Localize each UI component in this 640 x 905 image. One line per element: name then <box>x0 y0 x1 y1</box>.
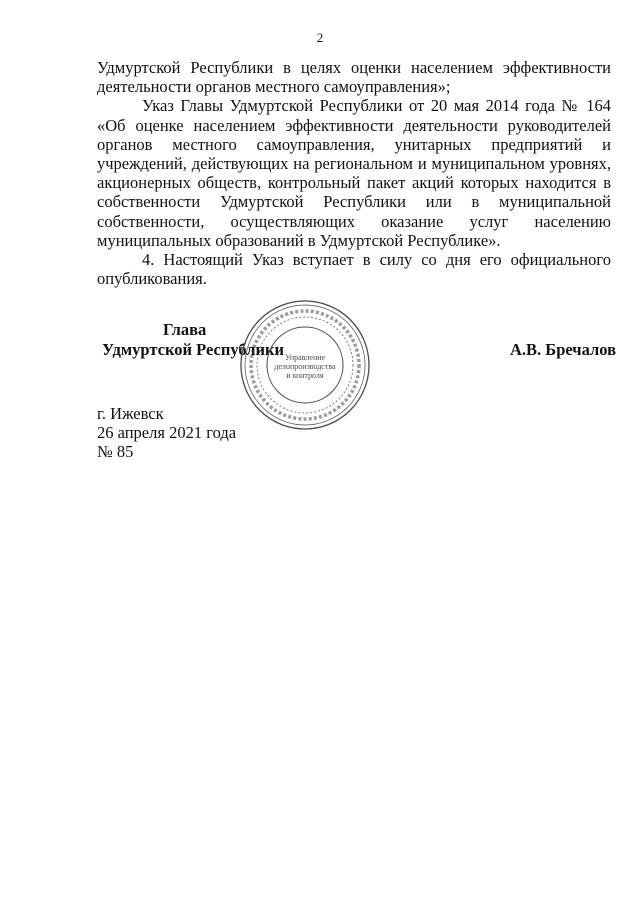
paragraph-decree-reference: Указ Главы Удмуртской Республики от 20 мая 2014 года № 164 «Об оценке населением эффективности деятельности руководителей органов местного самоуправления, унитарных предприятий и учреждений, действующих на региональном и муниципальном уровнях, акционерных обществ, контрольный пакет акций которых находится в собственности Удмуртской Республики или в муниципальной собственности, осуществляющих оказание услуг населению муниципальных образований в Удмуртской Республике». <box>97 96 611 250</box>
seal-center-text-2: делопроизводства <box>274 362 336 371</box>
city: г. Ижевск <box>97 404 164 423</box>
date: 26 апреля 2021 года <box>97 423 237 442</box>
document-body <box>97 58 611 288</box>
signatory-title-line1: Глава <box>163 320 207 339</box>
decree-number: № 85 <box>97 442 134 461</box>
official-seal-stamp <box>238 298 372 432</box>
seal-center-text-1: Управление <box>284 353 326 362</box>
page-number: 2 <box>316 30 324 45</box>
seal-center-text-3: и контроля <box>286 371 324 380</box>
paragraph-continuation: Удмуртской Республики в целях оценки населением эффективности деятельности органов местного самоуправления»; <box>97 58 611 97</box>
paragraph-effective-date: 4. Настоящий Указ вступает в силу со дня его официального опубликования. <box>97 250 611 289</box>
signatory-name: А.В. Бречалов <box>510 340 617 359</box>
place-date-block <box>97 404 236 461</box>
signatory-title-line2: Удмуртской Республики <box>102 340 284 359</box>
